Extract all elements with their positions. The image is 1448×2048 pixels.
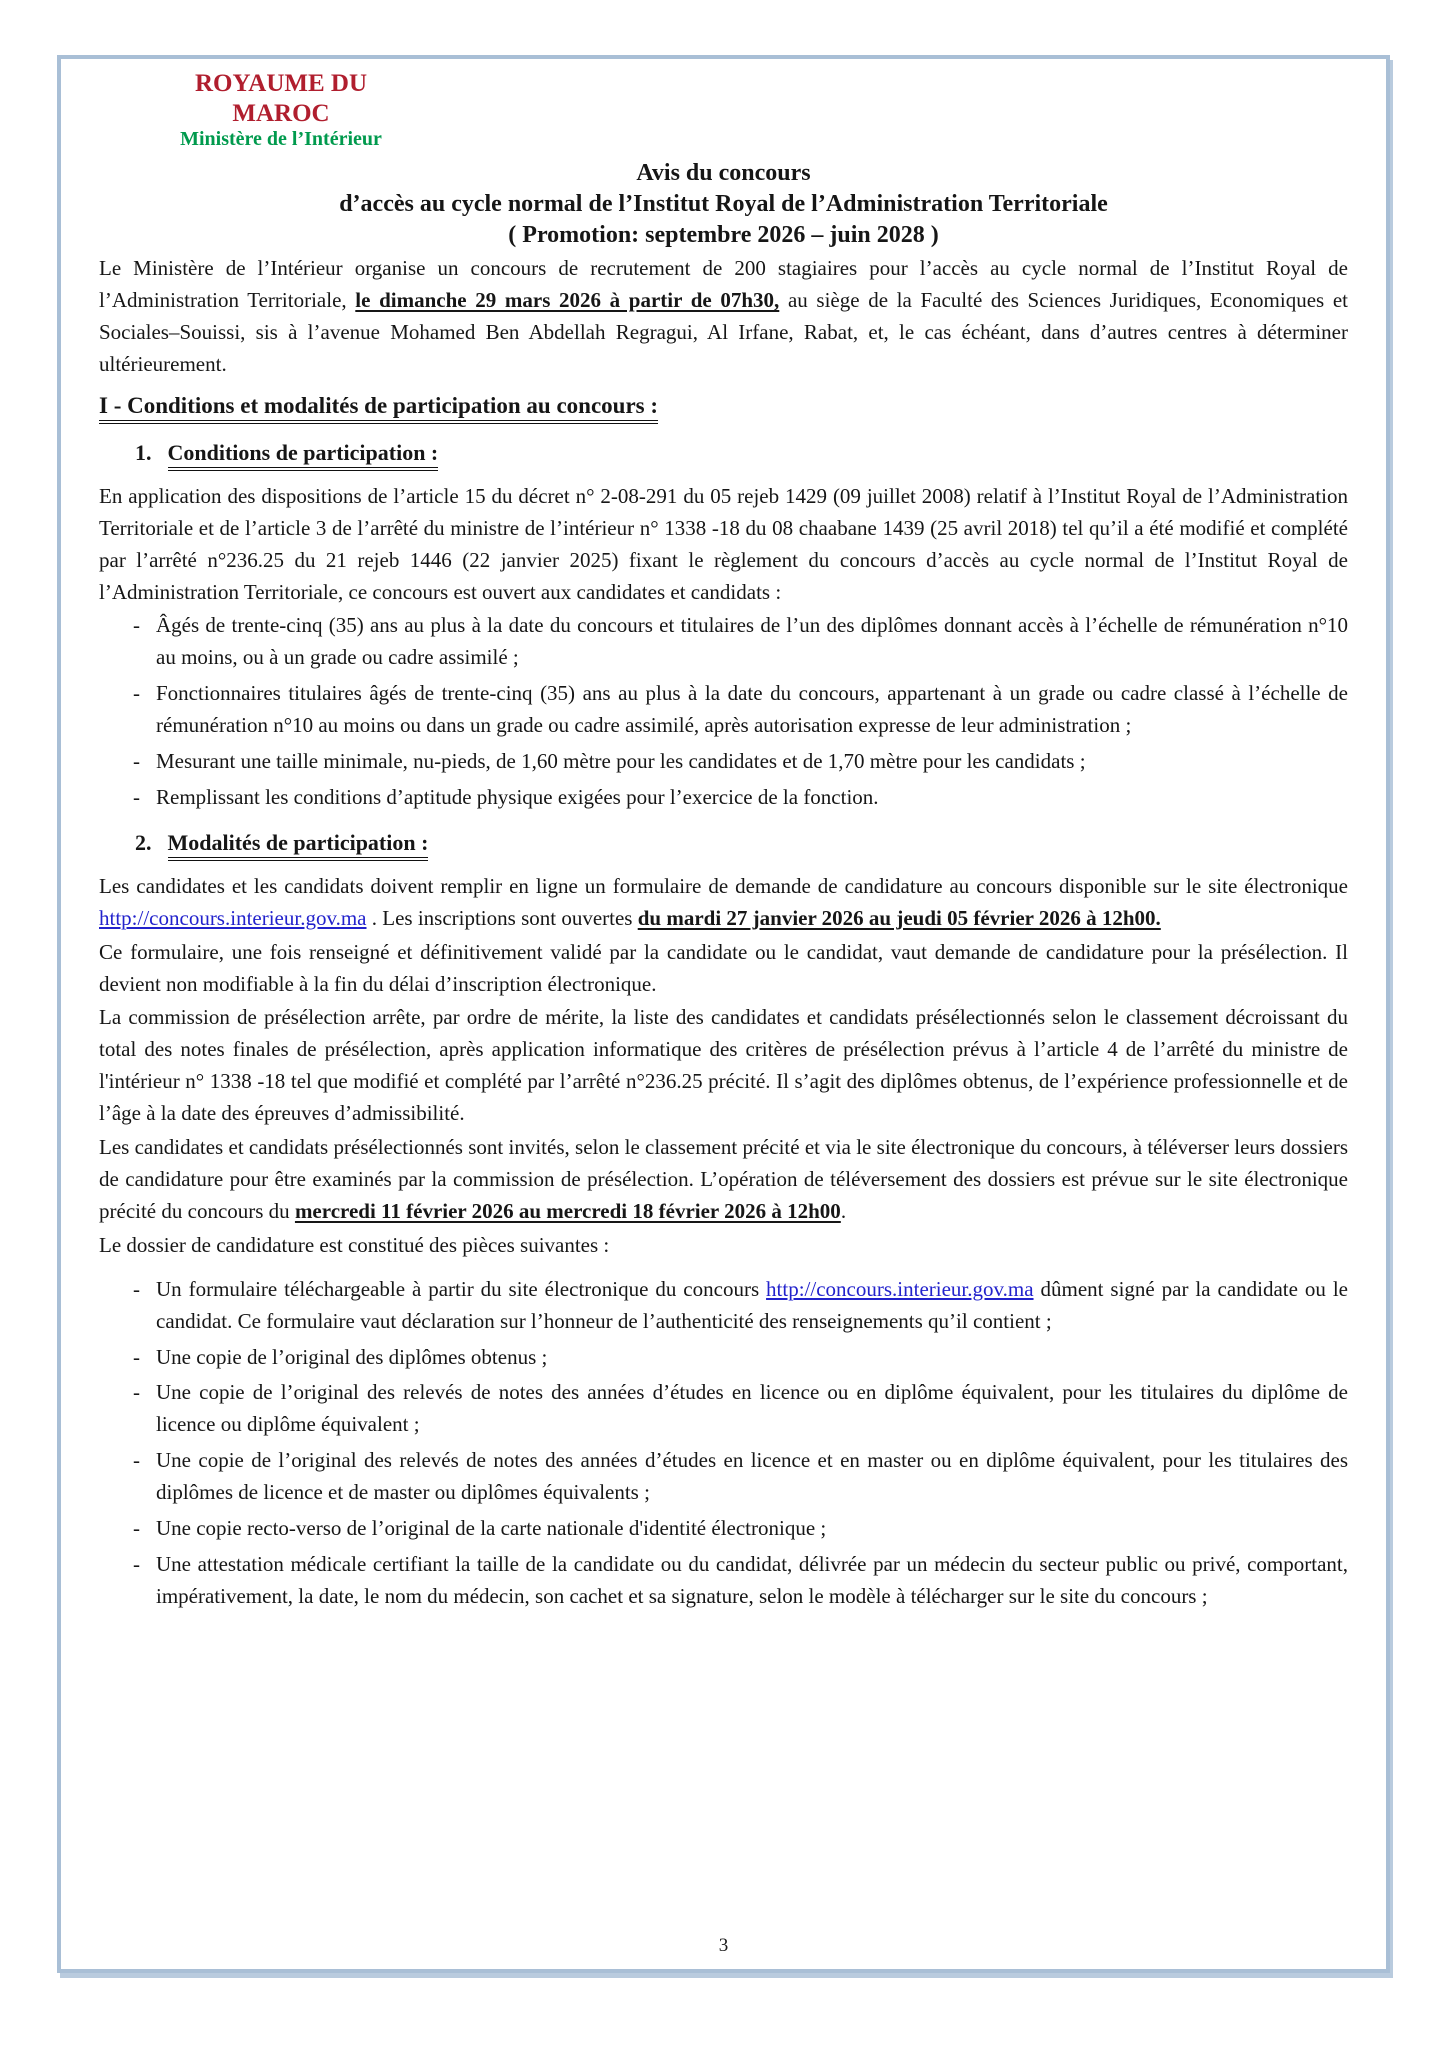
intro-paragraph <box>99 253 1348 381</box>
page-number: 3 <box>718 1935 729 1956</box>
dossier-list <box>117 1274 1348 1613</box>
list-item <box>117 1513 1348 1545</box>
conditions-list <box>117 610 1348 813</box>
section-1-heading-text: I - Conditions et modalités de participation au concours : <box>99 393 658 424</box>
conditions-subheading-number: 1. <box>135 439 152 465</box>
dossier-item-text: Une attestation médicale certifiant la taille de la candidate ou du candidat, délivrée par un médecin du secteur public ou privé, comportant, impérativement, la date, le nom du médecin, son cachet et sa signature, selon le modèle à télécharger sur le site du concours ; <box>156 1551 1348 1608</box>
list-item <box>117 1342 1348 1374</box>
list-item <box>117 678 1348 742</box>
title-line-2: d’accès au cycle normal de l’Institut Royal de l’Administration Territoriale <box>339 190 1108 217</box>
modalites-paragraph-4 <box>99 1132 1348 1228</box>
modalites-subheading <box>135 830 1348 861</box>
inscription-dates-emphasis: du mardi 27 janvier 2026 au jeudi 05 février 2026 à 12h00. <box>637 905 1161 930</box>
list-item <box>117 746 1348 778</box>
dash-bullet: - <box>133 784 140 809</box>
dash-bullet: - <box>133 1551 140 1576</box>
modalites-paragraph-2: Ce formulaire, une fois renseigné et définitivement validé par la candidate ou le candidat, vaut demande de candidature pour la présélection. Il devient non modifiable à la fin du délai d’inscription électronique. <box>99 939 1348 996</box>
modalites-subheading-title: Modalités de participation : <box>168 830 429 861</box>
kingdom-title: ROYAUME DU MAROC <box>195 70 367 127</box>
modalites-paragraph-1 <box>99 871 1348 935</box>
intro-text-before: Le Ministère de l’Intérieur organise un concours de recrutement de 200 stagiaires pour l’accès au cycle normal de l’Institut Royal de l’Administration Territoriale, <box>99 256 1348 313</box>
dossier-item-text <box>156 1274 1348 1338</box>
modalites-paragraph-3: La commission de présélection arrête, par ordre de mérite, la liste des candidates et candidats présélectionnés selon le classement décroissant du total des notes finales de présélection, après application informatique des critères de présélection prévus à l’article 4 de l’arrêté du ministre de l'intérieur n° 1338 -18 tel que modifié et complété par l’arrêté n°236.25 précité. Il s’agit des diplômes obtenus, de l’expérience professionnelle et de l’âge à la date des épreuves d’admissibilité. <box>99 1005 1348 1126</box>
dossier-item1-after: dûment signé par la candidate ou le candidat. Ce formulaire vaut déclaration sur l’honneur de l’authenticité des renseignements qu’il contient ; <box>156 1276 1348 1333</box>
title-line-1: Avis du concours <box>636 159 811 186</box>
conditions-intro-paragraph: En application des dispositions de l’article 15 du décret n° 2-08-291 du 05 rejeb 1429 (09 juillet 2008) relatif à l’Institut Royal de l’Administration Territoriale et de l’article 3 de l’arrêté du ministre de l’intérieur n° 1338 -18 du 08 chaabane 1439 (25 avril 2018) tel qu’il a été modifié et complété par l’arrêté n°236.25 du 21 rejeb 1446 (22 janvier 2025) fixant le règlement du concours d’accès au cycle normal de l’Institut Royal de l’Administration Territoriale, ce concours est ouvert aux candidates et candidats : <box>99 483 1348 604</box>
list-item <box>117 1549 1348 1613</box>
conditions-subheading-title: Conditions de participation : <box>168 440 439 471</box>
dash-bullet: - <box>133 1276 140 1301</box>
conditions-subheading <box>135 440 1348 471</box>
dash-bullet: - <box>133 749 140 774</box>
dash-bullet: - <box>133 681 140 706</box>
dossier-item-text: Une copie recto-verso de l’original de la carte nationale d'identité électronique ; <box>156 1516 827 1541</box>
list-item <box>117 1274 1348 1338</box>
concours-site-link[interactable]: http://concours.interieur.gov.ma <box>766 1276 1034 1301</box>
condition-item-text: Fonctionnaires titulaires âgés de trente-cinq (35) ans au plus à la date du concours, appartenant à un grade ou cadre classé à l’échelle de rémunération n°10 au moins ou dans un grade ou cadre assimilé, après autorisation expresse de leur administration ; <box>156 681 1348 738</box>
document-page <box>57 55 1390 1973</box>
condition-item-text: Remplissant les conditions d’aptitude physique exigées pour l’exercice de la fonction. <box>156 784 879 809</box>
upload-dates-emphasis: mercredi 11 février 2026 au mercredi 18 février 2026 à 12h00 <box>294 1198 841 1223</box>
dash-bullet: - <box>133 1516 140 1541</box>
list-item <box>117 1445 1348 1509</box>
dossier-item-text: Une copie de l’original des relevés de notes des années d’études en licence et en master ou en diplôme équivalent, pour les titulaires des diplômes de licence et de master ou diplômes équivalents ; <box>156 1448 1348 1505</box>
modalites-p1-mid: . Les inscriptions sont ouvertes <box>366 905 638 930</box>
modalites-p4-before: Les candidates et candidats présélectionnés sont invités, selon le classement précité et via le site électronique du concours, à téléverser leurs dossiers de candidature pour être examinés par la commission de présélection. L’opération de téléversement des dossiers est prévue sur le site électronique précité du concours du <box>99 1135 1348 1223</box>
document-title <box>99 158 1348 252</box>
dossier-item1-before: Un formulaire téléchargeable à partir du site électronique du concours <box>156 1276 767 1301</box>
modalites-subheading-number: 2. <box>135 829 152 855</box>
letterhead <box>151 69 411 152</box>
condition-item-text: Mesurant une taille minimale, nu-pieds, de 1,60 mètre pour les candidates et de 1,70 mètre pour les candidats ; <box>156 749 1086 774</box>
list-item <box>117 782 1348 814</box>
dossier-intro-paragraph: Le dossier de candidature est constitué des pièces suivantes : <box>99 1232 610 1257</box>
condition-item-text: Âgés de trente-cinq (35) ans au plus à la date du concours et titulaires de l’un des diplômes donnant accès à l’échelle de rémunération n°10 au moins, ou à un grade ou cadre assimilé ; <box>156 613 1348 670</box>
list-item <box>117 610 1348 674</box>
title-line-3: ( Promotion: septembre 2026 – juin 2028 ) <box>508 221 939 248</box>
ministry-title: Ministère de l’Intérieur <box>180 128 382 150</box>
section-1-heading <box>99 393 1348 424</box>
dossier-item-text: Une copie de l’original des relevés de notes des années d’études en licence ou en diplôme équivalent, pour les titulaires du diplôme de licence ou diplôme équivalent ; <box>156 1380 1348 1437</box>
dossier-item-text: Une copie de l’original des diplômes obtenus ; <box>156 1344 548 1369</box>
modalites-p1-before: Les candidates et les candidats doivent remplir en ligne un formulaire de demande de candidature au concours disponible sur le site électronique <box>99 873 1348 898</box>
list-item <box>117 1377 1348 1441</box>
modalites-p4-after: . <box>840 1198 847 1223</box>
intro-text-after: au siège de la Faculté des Sciences Juridiques, Economiques et Sociales–Souissi, sis à l’avenue Mohamed Ben Abdellah Regragui, Al Irfane, Rabat, et, le cas échéant, dans d’autres centres à déterminer ultérieurement. <box>99 288 1348 376</box>
concours-site-link[interactable]: http://concours.interieur.gov.ma <box>99 905 367 930</box>
exam-date-emphasis: le dimanche 29 mars 2026 à partir de 07h30, <box>355 288 780 313</box>
dash-bullet: - <box>133 1380 140 1405</box>
dash-bullet: - <box>133 1344 140 1369</box>
dash-bullet: - <box>133 1448 140 1473</box>
dash-bullet: - <box>133 613 140 638</box>
